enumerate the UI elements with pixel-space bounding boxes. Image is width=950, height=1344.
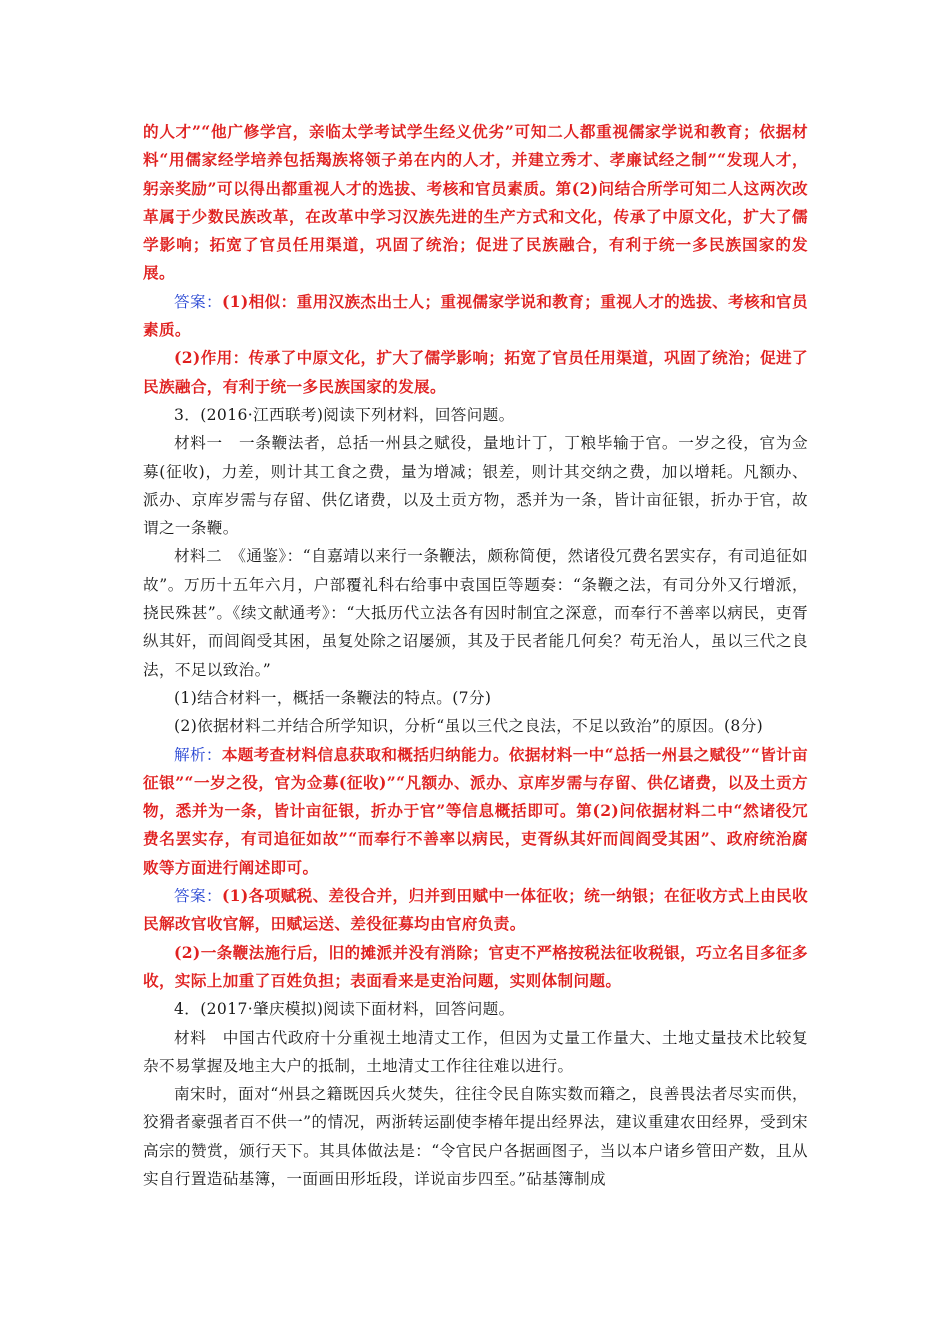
question-heading: 3．(2016·江西联考)阅读下列材料，回答问题。 bbox=[174, 405, 515, 424]
material-paragraph: 材料 中国古代政府十分重视土地清丈工作，但因为丈量工作量大、土地丈量技术比较复杂不易掌握及地主大户的抵制，土地清丈工作往往难以进行。 bbox=[143, 1028, 808, 1075]
answer-paragraph: (2)作用：传承了中原文化，扩大了儒学影响；拓宽了官员任用渠道，巩固了统治；促进了民族融合，有利于统一多民族国家的发展。 bbox=[143, 348, 808, 396]
answer-label: 答案： bbox=[174, 887, 222, 906]
answer-text: (1)各项赋税、差役合并，归并到田赋中一体征收；统一纳银；在征收方式上由民收民解改官收官解，田赋运送、差役征募均由官府负责。 bbox=[143, 886, 808, 934]
material-paragraph: 材料一 一条鞭法者，总括一州县之赋役，量地计丁，丁粮毕输于官。一岁之役，官为佥募(征收)，力差，则计其工食之费，量为增减；银差，则计其交纳之费，加以增耗。凡额办、派办、京库岁需与存留、供亿诸费，以及土贡方物，悉并为一条，皆计亩征银，折办于官，故谓之一条鞭。 bbox=[143, 434, 808, 538]
answer-paragraph: (2)一条鞭法施行后，旧的摊派并没有消除；官吏不严格按税法征收税银，巧立名目多征多收，实际上加重了百姓负担；表面看来是吏治问题，实则体制问题。 bbox=[143, 942, 808, 990]
answer-text: (1)相似：重用汉族杰出士人；重视儒家学说和教育；重视人才的选拔、考核和官员素质。 bbox=[143, 291, 808, 340]
analysis-paragraph: 的人才”“他广修学宫，亲临太学考试学生经义优劣”可知二人都重视儒家学说和教育；依据材料“用儒家经学培养包括羯族将领子弟在内的人才，并建立秀才、孝廉试经之制”“发现人才，躬亲奖励”可以得出都重视人才的选拔、考核和官员素质。第(2)问结合所学可知二人这两次改革属于少数民族改革，在改革中学习汉族先进的生产方式和文化，传承了中原文化，扩大了儒学影响；拓宽了官员任用渠道，巩固了统治；促进了民族融合，有利于统一多民族国家的发展。 bbox=[143, 122, 808, 283]
answer-paragraph bbox=[143, 882, 808, 939]
sub-question: (2)依据材料二并结合所学知识，分析“虽以三代之良法，不足以致治”的原因。(8分) bbox=[174, 717, 764, 736]
analysis-text: 本题考查材料信息获取和概括归纳能力。依据材料一中“总括一州县之赋役”“皆计亩征银”“一岁之役，官为佥募(征收)”“凡额办、派办、京库岁需与存留、供亿诸费，以及土贡方物，悉并为一条，皆计亩征银，折办于官”等信息概括即可。第(2)问依据材料二中“然诸役冗费名罢实存，有司追征如故”“而奉行不善率以病民，吏胥纵其奸而闾阎受其困”、政府统治腐败等方面进行阐述即可。 bbox=[143, 744, 808, 877]
answer-paragraph bbox=[143, 288, 808, 345]
material-paragraph: 南宋时，面对“州县之籍既因兵火焚失，往往令民自陈实数而籍之，良善畏法者尽实而供，狡猾者豪强者百不供一”的情况，两浙转运副使李椿年提出经界法，建议重建农田经界，受到宋高宗的赞赏，颁行天下。其具体做法是：“令官民户各据画图子，当以本户诸乡管田产数，且从实自行置造砧基簿，一面画田形坵段，详说亩步四至。”砧基簿制成 bbox=[143, 1085, 808, 1188]
question-heading: 4．(2017·肇庆模拟)阅读下面材料，回答问题。 bbox=[174, 1000, 515, 1019]
answer-label: 答案： bbox=[174, 292, 222, 311]
sub-question: (1)结合材料一，概括一条鞭法的特点。(7分) bbox=[174, 688, 492, 707]
analysis-paragraph bbox=[143, 741, 808, 882]
analysis-label: 解析： bbox=[174, 745, 222, 764]
document-page bbox=[143, 118, 808, 1193]
material-paragraph: 材料二 《通鉴》：“自嘉靖以来行一条鞭法，颇称简便，然诸役冗费名罢实存，有司追征如故”。万历十五年六月，户部覆礼科右给事中袁国臣等题奏：“条鞭之法，有司分外又行增派，挠民殊甚”。《续文献通考》：“大抵历代立法各有因时制宜之深意，而奉行不善率以病民，吏胥纵其奸，而闾阎受其困，虽复处除之诏屡颁，其及于民者能几何矣？苟无治人，虽以三代之良法，不足以致治。” bbox=[143, 547, 808, 679]
